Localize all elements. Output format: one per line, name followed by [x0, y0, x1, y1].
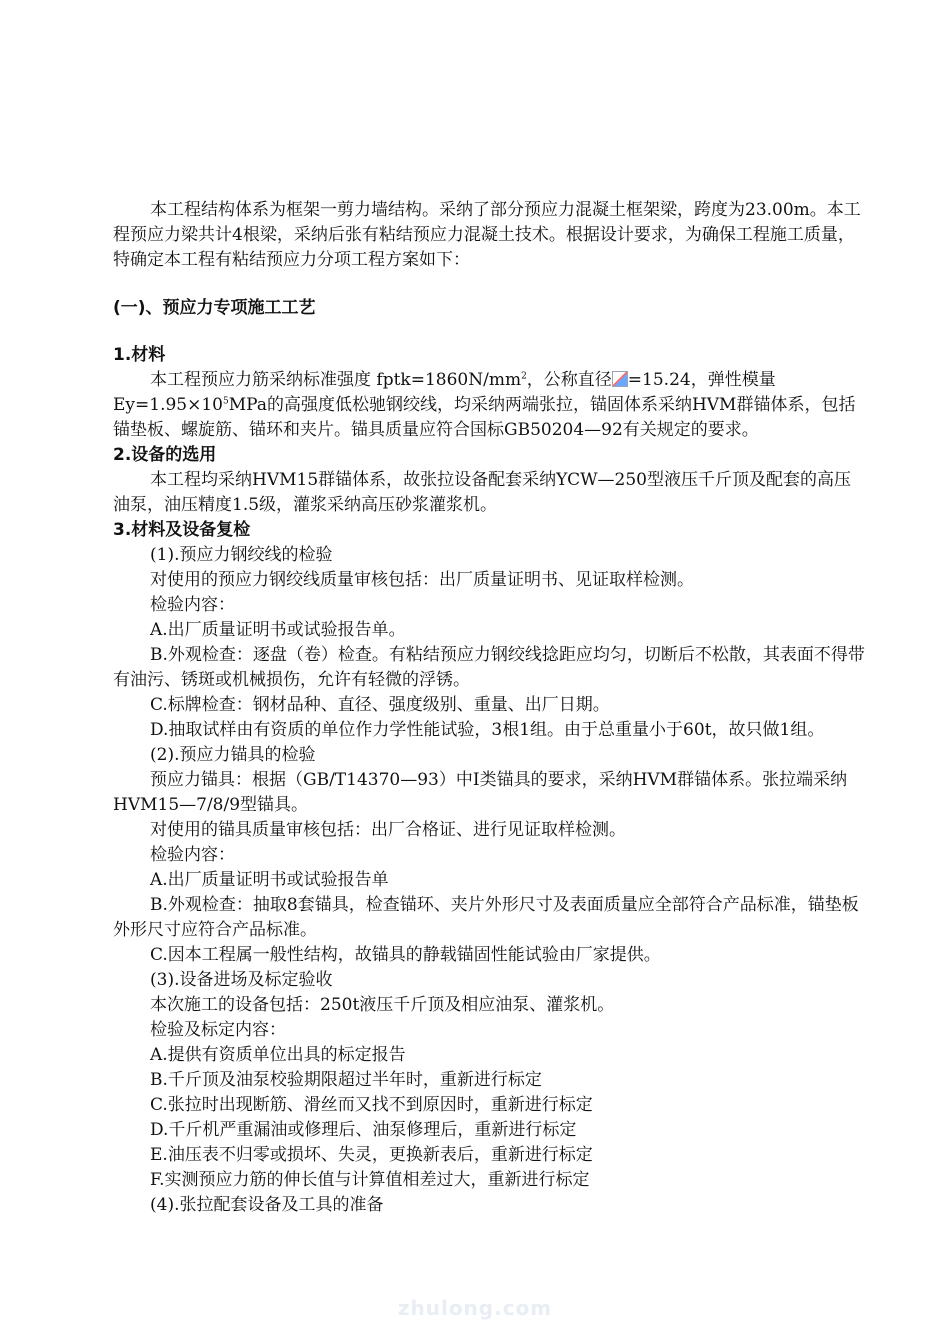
recheck-line: E.油压表不归零或损坏、失灵，更换新表后，重新进行标定: [150, 1145, 593, 1165]
materials-text-c: =15.24，弹性模量Ey=1.95×10: [113, 370, 776, 415]
recheck-line: 检验内容：: [150, 845, 235, 865]
recheck-line: 本次施工的设备包括：250t液压千斤顶及相应油泵、灌浆机。: [150, 995, 615, 1015]
recheck-line: A.出厂质量证明书或试验报告单: [150, 870, 389, 890]
recheck-line: 检验及标定内容：: [150, 1020, 286, 1040]
recheck-line: (3).设备进场及标定验收: [150, 970, 333, 990]
recheck-line: 对使用的锚具质量审核包括：出厂合格证、进行见证取样检测。: [150, 820, 626, 840]
subsection-title-recheck: 3.材料及设备复检: [113, 520, 251, 540]
recheck-list: [113, 543, 865, 1218]
section-title: (一)、预应力专项施工工艺: [113, 298, 316, 318]
superscript-5: 5: [223, 396, 229, 407]
intro-paragraph: 本工程结构体系为框架一剪力墙结构。采纳了部分预应力混凝土框架梁，跨度为23.00m。本工程预应力梁共计4根梁，采纳后张有粘结预应力混凝土技术。根据设计要求，为确保工程施工质量，特确定本工程有粘结预应力分项工程方案如下：: [113, 200, 861, 270]
recheck-line: 对使用的预应力钢绞线质量审核包括：出厂质量证明书、见证取样检测。: [150, 570, 694, 590]
recheck-line: C.张拉时出现断筋、滑丝而又找不到原因时，重新进行标定: [150, 1095, 593, 1115]
materials-text-a: 本工程预应力筋采纳标准强度 fptk=1860N/mm: [150, 370, 522, 390]
recheck-line: F.实测预应力筋的伸长值与计算值相差过大，重新进行标定: [150, 1170, 590, 1190]
recheck-line: 检验内容：: [150, 595, 235, 615]
recheck-line: B.外观检查：抽取8套锚具，检查锚环、夹片外形尺寸及表面质量应全部符合产品标准，锚垫板外形尺寸应符合产品标准。: [113, 895, 859, 940]
broken-image-icon: [612, 371, 628, 387]
recheck-line: (4).张拉配套设备及工具的准备: [150, 1195, 384, 1215]
recheck-line: (2).预应力锚具的检验: [150, 745, 316, 765]
recheck-line: B.外观检查：逐盘（卷）检查。有粘结预应力钢绞线捻距应均匀，切断后不松散，其表面不得带有油污、锈斑或机械损伤，允许有轻微的浮锈。: [113, 645, 865, 690]
recheck-line: C.因本工程属一般性结构，故锚具的静载锚固性能试验由厂家提供。: [150, 945, 661, 965]
recheck-line: A.提供有资质单位出具的标定报告: [150, 1045, 406, 1065]
recheck-line: (1).预应力钢绞线的检验: [150, 545, 333, 565]
recheck-line: 预应力锚具：根据（GB/T14370—93）中Ⅰ类锚具的要求，采纳HVM群锚体系。张拉端采纳HVM15—7/8/9型锚具。: [113, 770, 848, 815]
equipment-paragraph: 本工程均采纳HVM15群锚体系，故张拉设备配套采纳YCW—250型液压千斤顶及配套的高压油泵，油压精度1.5级，灌浆采纳高压砂浆灌浆机。: [113, 470, 851, 515]
superscript-2: 2: [521, 371, 527, 382]
recheck-line: B.千斤顶及油泵校验期限超过半年时，重新进行标定: [150, 1070, 542, 1090]
materials-text-b: ，公称直径: [526, 370, 612, 390]
subsection-title-equipment: 2.设备的选用: [113, 445, 217, 465]
recheck-line: D.千斤机严重漏油或修理后、油泵修理后，重新进行标定: [150, 1120, 577, 1140]
recheck-line: A.出厂质量证明书或试验报告单。: [150, 620, 406, 640]
watermark: zhulong.com: [397, 1296, 553, 1320]
recheck-line: D.抽取试样由有资质的单位作力学性能试验，3根1组。由于总重量小于60t，故只做1组。: [150, 720, 825, 740]
materials-paragraph: [113, 368, 865, 443]
document-page: [113, 198, 865, 1218]
subsection-title-materials: 1.材料: [113, 345, 166, 365]
recheck-line: C.标牌检查：钢材品种、直径、强度级别、重量、出厂日期。: [150, 695, 610, 715]
materials-text-d: MPa的高强度低松驰钢绞线，均采纳两端张拉，锚固体系采纳HVM群锚体系，包括锚垫板、螺旋筋、锚环和夹片。锚具质量应符合国标GB50204—92有关规定的要求。: [113, 395, 856, 440]
